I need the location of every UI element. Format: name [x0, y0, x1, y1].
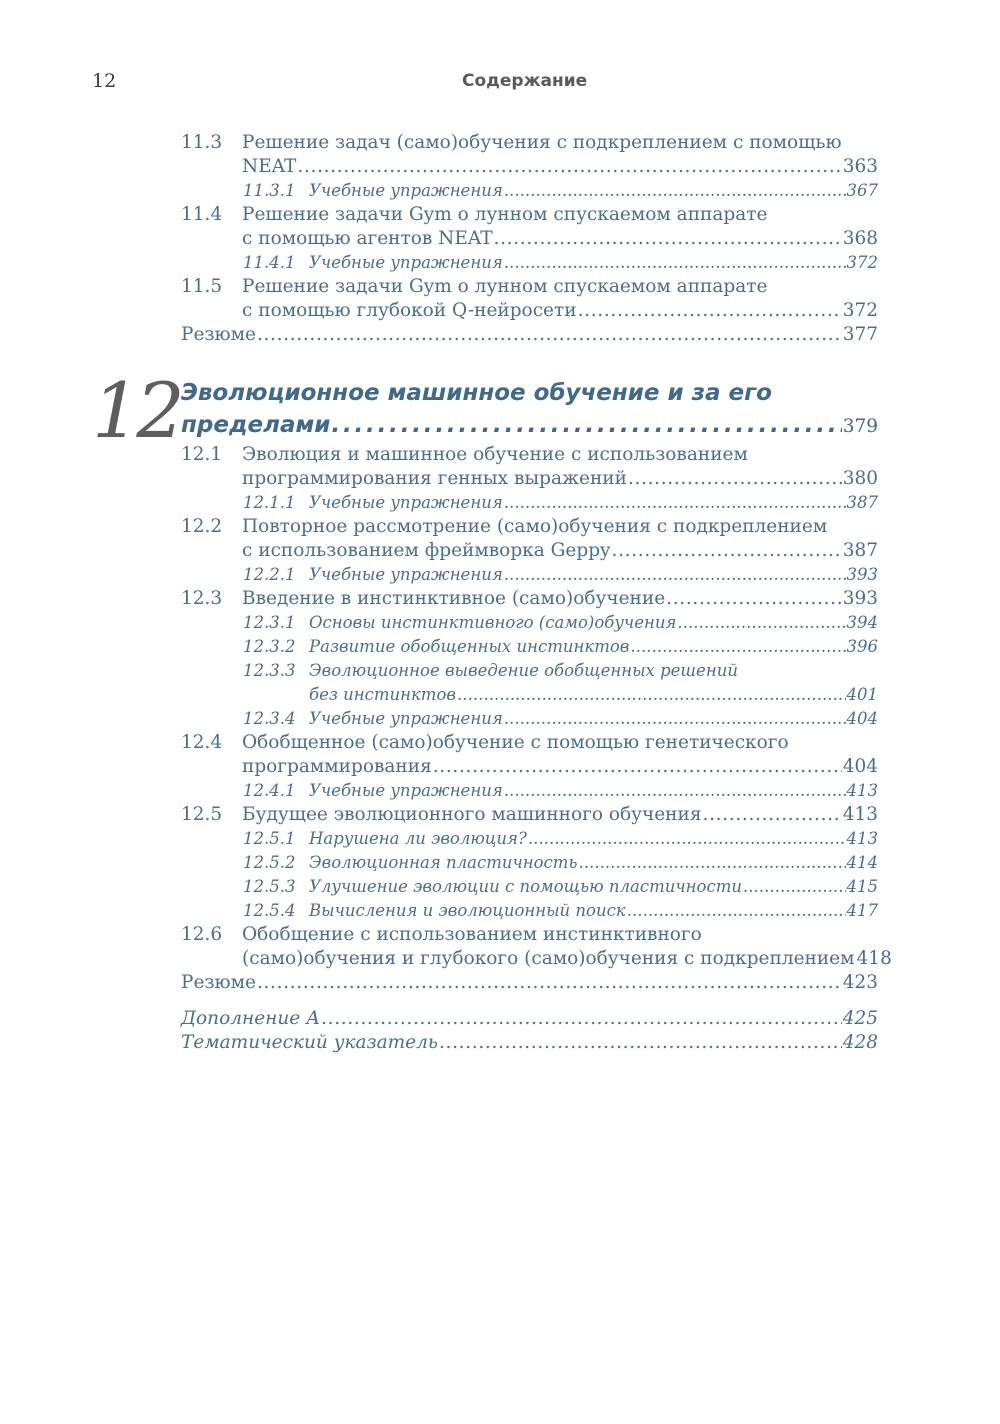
subsection-title: Улучшение эволюции с помощью пластичности: [309, 877, 742, 896]
section-title-cont: программирования генных выражений: [242, 468, 627, 489]
page-ref: 368: [842, 228, 878, 249]
toc-section-entry: [181, 587, 878, 611]
subsection-title: Учебные упражнения: [309, 253, 503, 272]
section-title: Решение задач (само)обучения с подкреплением с помощью: [242, 132, 842, 153]
toc-section-line: [181, 515, 878, 539]
entry-title: Резюме: [181, 972, 256, 993]
toc-chapter-11-tail: [181, 131, 878, 347]
toc-section-entry: [181, 539, 878, 563]
page-ref: 404: [846, 709, 878, 728]
page-ref: 372: [842, 300, 878, 321]
dot-leader: [677, 611, 845, 635]
page-ref: 396: [846, 637, 878, 656]
page-ref: 413: [846, 829, 878, 848]
subsection-title: Учебные упражнения: [309, 493, 503, 512]
toc-subsection-entry: [181, 851, 878, 875]
dot-leader: [297, 155, 841, 179]
toc-section-line: [181, 131, 878, 155]
toc-section-line: [181, 203, 878, 227]
section-title: Введение в инстинктивное (само)обучение: [242, 588, 666, 609]
section-title: Решение задачи Gym о лунном спускаемом аппарате: [242, 204, 768, 225]
subsection-number: 12.3.2: [243, 637, 296, 656]
section-number: 12.3: [181, 588, 223, 609]
subsection-title: Развитие обобщенных инстинктов: [309, 637, 630, 656]
page-ref: 414: [846, 853, 878, 872]
toc-subsection-entry: [181, 875, 878, 899]
toc-section-line: [181, 275, 878, 299]
dot-leader: [628, 467, 842, 491]
dot-leader: [504, 707, 846, 731]
dot-leader: [666, 587, 842, 611]
page-ref: 418: [856, 948, 892, 969]
section-number: 11.5: [181, 276, 223, 297]
section-title: Повторное рассмотрение (само)обучения с подкреплением: [242, 516, 828, 537]
subsection-number: 11.3.1: [243, 181, 296, 200]
section-number: 12.1: [181, 444, 223, 465]
section-number: 12.4: [181, 732, 223, 753]
subsection-title: Учебные упражнения: [309, 565, 503, 584]
chapter-title-line-2: [181, 409, 878, 441]
dot-leader: [612, 539, 842, 563]
subsection-number: 12.5.2: [243, 853, 296, 872]
subsection-number: 12.1.1: [243, 493, 296, 512]
dot-leader: [630, 635, 845, 659]
subsection-title: Учебные упражнения: [309, 181, 503, 200]
subsection-title: Основы инстинктивного (само)обучения: [309, 613, 677, 632]
subsection-title: Эволюционное выведение обобщенных решений: [309, 661, 738, 680]
page-ref: 401: [846, 685, 878, 704]
section-title: Обобщенное (само)обучение с помощью генетического: [242, 732, 789, 753]
toc-appendix-entry: [181, 1031, 878, 1055]
toc-appendix: [181, 1007, 878, 1055]
dot-leader: [578, 851, 845, 875]
section-number: 12.5: [181, 804, 223, 825]
section-title-cont: с помощью глубокой Q-нейросети: [242, 300, 577, 321]
dot-leader: [504, 563, 846, 587]
subsection-number: 12.2.1: [243, 565, 296, 584]
toc-section-line: [181, 923, 878, 947]
toc-subsection-entry: [181, 899, 878, 923]
toc-section-entry: [181, 155, 878, 179]
subsection-title: Учебные упражнения: [309, 709, 503, 728]
subsection-number: 12.3.3: [243, 661, 296, 680]
chapter-title-text-2: пределами: [181, 412, 331, 438]
dot-leader: [743, 875, 846, 899]
page-ref: 363: [842, 156, 878, 177]
page-ref: 417: [846, 901, 878, 920]
dot-leader: [321, 1007, 842, 1031]
chapter-number: 12: [92, 366, 181, 455]
toc-section-entry: [181, 803, 878, 827]
toc-subsection-entry: [181, 707, 878, 731]
toc-subsection-entry: [181, 611, 878, 635]
toc-subsection-line: [181, 659, 878, 683]
dot-leader: [578, 299, 842, 323]
toc-section-entry: [181, 227, 878, 251]
toc-subsection-entry: [181, 251, 878, 275]
chapter-title-text-1: Эволюционное машинное обучение и за его: [181, 380, 772, 406]
section-title: Эволюция и машинное обучение с использованием: [242, 444, 748, 465]
section-number: 11.3: [181, 132, 223, 153]
subsection-title-cont: без инстинктов: [309, 685, 456, 704]
dot-leader: [494, 227, 842, 251]
subsection-number: 12.5.3: [243, 877, 296, 896]
toc-summary-entry: [181, 971, 878, 995]
page-number: 12: [92, 70, 117, 92]
dot-leader: [257, 971, 842, 995]
subsection-title: Эволюционная пластичность: [309, 853, 578, 872]
toc-section-entry: [181, 467, 878, 491]
page-ref: 387: [842, 540, 878, 561]
toc-subsection-entry: [181, 827, 878, 851]
page-ref: 404: [842, 756, 878, 777]
toc-subsection-entry: [181, 779, 878, 803]
toc-chapter-12: [181, 443, 892, 995]
toc-subsection-entry: [181, 635, 878, 659]
dot-leader: [504, 491, 846, 515]
page-ref: 372: [846, 253, 878, 272]
chapter-title: [181, 377, 878, 441]
chapter-title-line-1: [181, 377, 878, 409]
dot-leader: [627, 899, 846, 923]
section-title: Решение задачи Gym о лунном спускаемом аппарате: [242, 276, 768, 297]
dot-leader: [331, 409, 841, 441]
page-ref: 415: [846, 877, 878, 896]
page-ref: 380: [842, 468, 878, 489]
subsection-title: Нарушена ли эволюция?: [309, 829, 527, 848]
page-ref: 394: [846, 613, 878, 632]
dot-leader: [457, 683, 846, 707]
section-number: 12.2: [181, 516, 223, 537]
dot-leader: [257, 323, 842, 347]
page-ref: 425: [842, 1008, 878, 1029]
section-title-cont: (само)обучения и глубокого (само)обучения с подкреплением: [242, 948, 855, 969]
toc-section-line: [181, 731, 878, 755]
page-ref: 379: [842, 416, 878, 437]
dot-leader: [439, 1031, 842, 1055]
toc-section-line: [181, 443, 878, 467]
section-title-cont: с помощью агентов NEAT: [242, 228, 493, 249]
page-ref: 377: [842, 324, 878, 345]
dot-leader: [504, 179, 846, 203]
subsection-number: 12.3.4: [243, 709, 296, 728]
page-ref: 413: [846, 781, 878, 800]
dot-leader: [433, 755, 842, 779]
section-title-cont: программирования: [242, 756, 432, 777]
toc-subsection-entry: [181, 683, 878, 707]
section-title-cont: NEAT: [242, 156, 297, 177]
toc-section-entry: [181, 755, 878, 779]
subsection-number: 12.5.4: [243, 901, 296, 920]
running-title: Содержание: [462, 71, 588, 91]
entry-title: Дополнение А: [181, 1008, 321, 1029]
toc-appendix-entry: [181, 1007, 878, 1031]
subsection-title: Вычисления и эволюционный поиск: [309, 901, 626, 920]
toc-subsection-entry: [181, 563, 878, 587]
page-ref: 413: [842, 804, 878, 825]
section-title: Обобщение с использованием инстинктивного: [242, 924, 702, 945]
section-title-cont: с использованием фреймворка Geppy: [242, 540, 611, 561]
toc-section-entry: [181, 947, 892, 971]
subsection-number: 12.5.1: [243, 829, 296, 848]
page-ref: 423: [842, 972, 878, 993]
entry-title: Резюме: [181, 324, 256, 345]
subsection-number: 12.3.1: [243, 613, 296, 632]
section-number: 11.4: [181, 204, 223, 225]
section-title: Будущее эволюционного машинного обучения: [242, 804, 702, 825]
toc-subsection-entry: [181, 491, 878, 515]
dot-leader: [528, 827, 846, 851]
dot-leader: [703, 803, 842, 827]
page-ref: 428: [842, 1032, 878, 1053]
subsection-number: 11.4.1: [243, 253, 296, 272]
page-ref: 393: [842, 588, 878, 609]
entry-title: Тематический указатель: [181, 1032, 438, 1053]
toc-summary-entry: [181, 323, 878, 347]
page-ref: 387: [846, 493, 878, 512]
dot-leader: [504, 251, 846, 275]
subsection-title: Учебные упражнения: [309, 781, 503, 800]
page-ref: 393: [846, 565, 878, 584]
toc-section-entry: [181, 299, 878, 323]
subsection-number: 12.4.1: [243, 781, 296, 800]
dot-leader: [504, 779, 846, 803]
page-ref: 367: [846, 181, 878, 200]
toc-subsection-entry: [181, 179, 878, 203]
section-number: 12.6: [181, 924, 223, 945]
